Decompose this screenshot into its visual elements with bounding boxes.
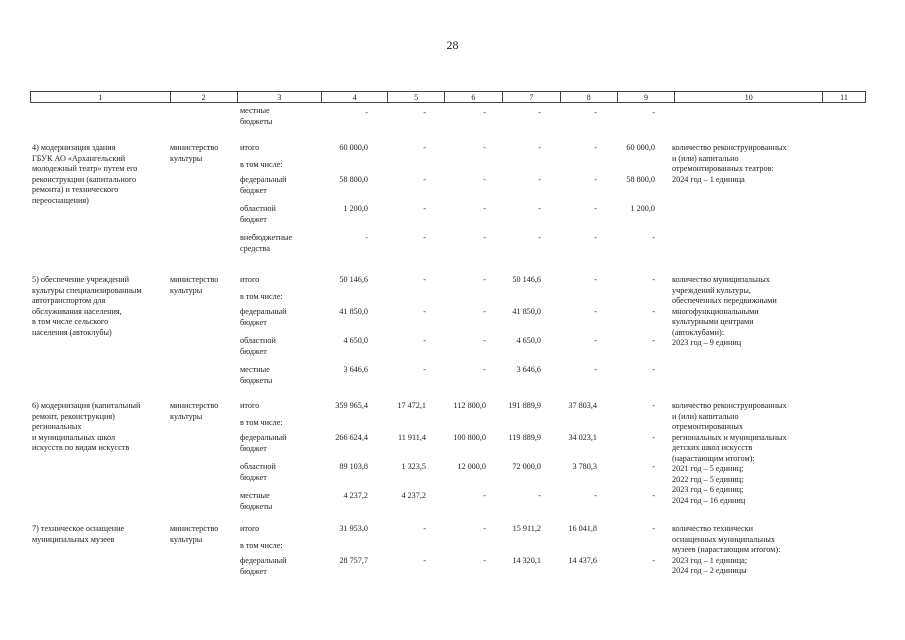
value-cell: -: [594, 204, 597, 213]
source-label: местные бюджеты: [240, 365, 273, 385]
value-cell: -: [538, 108, 541, 117]
value-cell: 41 850,0: [512, 307, 541, 316]
value-cell: 100 800,0: [453, 433, 486, 442]
source-label: внебюджетные средства: [240, 233, 293, 253]
value-cell: 3 780,3: [572, 462, 597, 471]
value-cell: 16 041,8: [568, 524, 597, 533]
source-label: федеральный бюджет: [240, 433, 287, 453]
value-cell: 3 646,6: [516, 365, 541, 374]
value-cell: 4 237,2: [401, 491, 426, 500]
value-cell: -: [423, 143, 426, 152]
value-cell: -: [652, 275, 655, 284]
value-cell: 58 800,0: [339, 175, 368, 184]
value-cell: 41 850,0: [339, 307, 368, 316]
value-cell: 28 757,7: [339, 556, 368, 565]
value-cell: -: [652, 433, 655, 442]
value-cell: 4 650,0: [516, 336, 541, 345]
value-cell: 34 023,1: [568, 433, 597, 442]
value-cell: -: [483, 275, 486, 284]
value-cell: 14 437,6: [568, 556, 597, 565]
header-cell-4: 4: [321, 92, 387, 102]
source-label: областной бюджет: [240, 204, 276, 224]
header-cell-3: 3: [237, 92, 322, 102]
value-cell: 11 911,4: [397, 433, 426, 442]
source-label: итого: [240, 524, 260, 533]
value-cell: -: [594, 233, 597, 242]
value-cell: 50 146,6: [339, 275, 368, 284]
value-cell: -: [538, 233, 541, 242]
header-cell-9: 9: [617, 92, 675, 102]
value-cell: 17 472,1: [397, 401, 426, 410]
measure-name: 7) техническое оснащение муниципальных музеев: [32, 524, 125, 544]
header-cell-7: 7: [502, 92, 560, 102]
value-cell: 4 650,0: [343, 336, 368, 345]
header-cell-1: 1: [98, 93, 103, 102]
value-cell: -: [538, 175, 541, 184]
value-cell: -: [483, 233, 486, 242]
value-cell: 359 965,4: [335, 401, 368, 410]
measure-name: 4) модернизация здания ГБУК АО «Архангельский молодежный театр» путем его реконструкции (капитального ремонта) и технического переоснащения): [32, 143, 138, 205]
source-label: местные бюджеты: [240, 106, 273, 126]
indicator-text: количество реконструированных и (или) капитально отремонтированных театров: 2024 год – 1 единица: [672, 143, 787, 184]
header-cell-10: 10: [674, 92, 822, 102]
source-label: федеральный бюджет: [240, 307, 287, 327]
value-cell: -: [652, 556, 655, 565]
value-cell: -: [538, 491, 541, 500]
value-cell: -: [423, 524, 426, 533]
value-cell: 191 889,9: [508, 401, 541, 410]
value-cell: -: [483, 365, 486, 374]
executor: министерство культуры: [170, 143, 219, 163]
value-cell: -: [652, 336, 655, 345]
value-cell: -: [652, 491, 655, 500]
value-cell: -: [423, 204, 426, 213]
header-cell-5: 5: [387, 92, 444, 102]
value-cell: -: [423, 108, 426, 117]
source-label: в том числе:: [240, 418, 283, 427]
measure-name: 5) обеспечение учреждений культуры специализированным автотранспортом для обслуживания населения, в том числе сельского населения (автоклубы): [32, 275, 142, 337]
value-cell: -: [538, 143, 541, 152]
value-cell: -: [594, 175, 597, 184]
indicator-text: количество реконструированных и (или) капитально отремонтированных региональных и муниципальных детских школ искусств (нарастающим итогом): 2021 год – 5 единиц; 2022 год – 5 единиц; 2023 год – 6 единиц; 2024 год – 16 единиц: [672, 401, 787, 505]
value-cell: -: [652, 307, 655, 316]
value-cell: -: [423, 233, 426, 242]
value-cell: -: [365, 233, 368, 242]
header-cell-2: 2: [170, 92, 237, 102]
value-cell: -: [538, 204, 541, 213]
value-cell: -: [423, 307, 426, 316]
header-cell-8: 8: [560, 92, 617, 102]
value-cell: 119 889,9: [508, 433, 541, 442]
value-cell: -: [423, 556, 426, 565]
value-cell: 31 953,0: [339, 524, 368, 533]
header-cell-6: 6: [444, 92, 502, 102]
value-cell: -: [594, 143, 597, 152]
value-cell: -: [594, 491, 597, 500]
value-cell: 89 103,8: [339, 462, 368, 471]
value-cell: 266 624,4: [335, 433, 368, 442]
value-cell: -: [652, 233, 655, 242]
value-cell: 58 800,0: [626, 175, 655, 184]
source-label: федеральный бюджет: [240, 175, 287, 195]
table-header: [30, 91, 866, 103]
value-cell: 1 200,0: [630, 204, 655, 213]
value-cell: -: [423, 275, 426, 284]
value-cell: -: [483, 556, 486, 565]
value-cell: -: [652, 108, 655, 117]
value-cell: -: [594, 365, 597, 374]
source-label: в том числе:: [240, 292, 283, 301]
value-cell: 3 646,6: [343, 365, 368, 374]
value-cell: -: [483, 204, 486, 213]
value-cell: 112 800,0: [453, 401, 486, 410]
source-label: в том числе:: [240, 541, 283, 550]
value-cell: 4 237,2: [343, 491, 368, 500]
source-label: итого: [240, 401, 260, 410]
source-label: областной бюджет: [240, 336, 276, 356]
value-cell: -: [594, 108, 597, 117]
value-cell: 12 000,0: [457, 462, 486, 471]
value-cell: -: [652, 365, 655, 374]
value-cell: 14 320,1: [512, 556, 541, 565]
value-cell: -: [652, 401, 655, 410]
source-label: в том числе:: [240, 160, 283, 169]
value-cell: -: [483, 524, 486, 533]
source-label: итого: [240, 143, 260, 152]
value-cell: -: [483, 108, 486, 117]
source-label: местные бюджеты: [240, 491, 273, 511]
page-number: 28: [446, 38, 459, 52]
value-cell: -: [483, 143, 486, 152]
source-label: областной бюджет: [240, 462, 276, 482]
value-cell: 1 323,5: [401, 462, 426, 471]
indicator-text: количество технически оснащенных муниципальных музеев (нарастающим итогом): 2023 год – 1 единица; 2024 год – 2 единицы: [672, 524, 781, 575]
value-cell: -: [483, 336, 486, 345]
value-cell: -: [423, 175, 426, 184]
value-cell: -: [594, 336, 597, 345]
measure-name: 6) модернизация (капитальный ремонт, реконструкция) региональных и муниципальных школ искусств по видам искусств: [32, 401, 141, 452]
source-label: итого: [240, 275, 260, 284]
value-cell: 37 803,4: [568, 401, 597, 410]
value-cell: -: [594, 275, 597, 284]
value-cell: -: [594, 307, 597, 316]
value-cell: -: [423, 336, 426, 345]
value-cell: 1 200,0: [343, 204, 368, 213]
value-cell: 15 911,2: [512, 524, 541, 533]
value-cell: 50 146,6: [512, 275, 541, 284]
value-cell: -: [483, 491, 486, 500]
source-label: федеральный бюджет: [240, 556, 287, 576]
executor: министерство культуры: [170, 401, 219, 421]
value-cell: 60 000,0: [626, 143, 655, 152]
value-cell: -: [652, 462, 655, 471]
header-cell-11: 11: [822, 92, 865, 102]
value-cell: -: [483, 307, 486, 316]
value-cell: -: [423, 365, 426, 374]
indicator-text: количество муниципальных учреждений культуры, обеспеченных передвижными многофункциональными культурными центрами (автоклубами): 2023 год – 9 единиц: [672, 275, 777, 347]
executor: министерство культуры: [170, 275, 219, 295]
value-cell: -: [652, 524, 655, 533]
value-cell: -: [483, 175, 486, 184]
executor: министерство культуры: [170, 524, 219, 544]
value-cell: 72 000,0: [512, 462, 541, 471]
value-cell: -: [365, 108, 368, 117]
value-cell: 60 000,0: [339, 143, 368, 152]
